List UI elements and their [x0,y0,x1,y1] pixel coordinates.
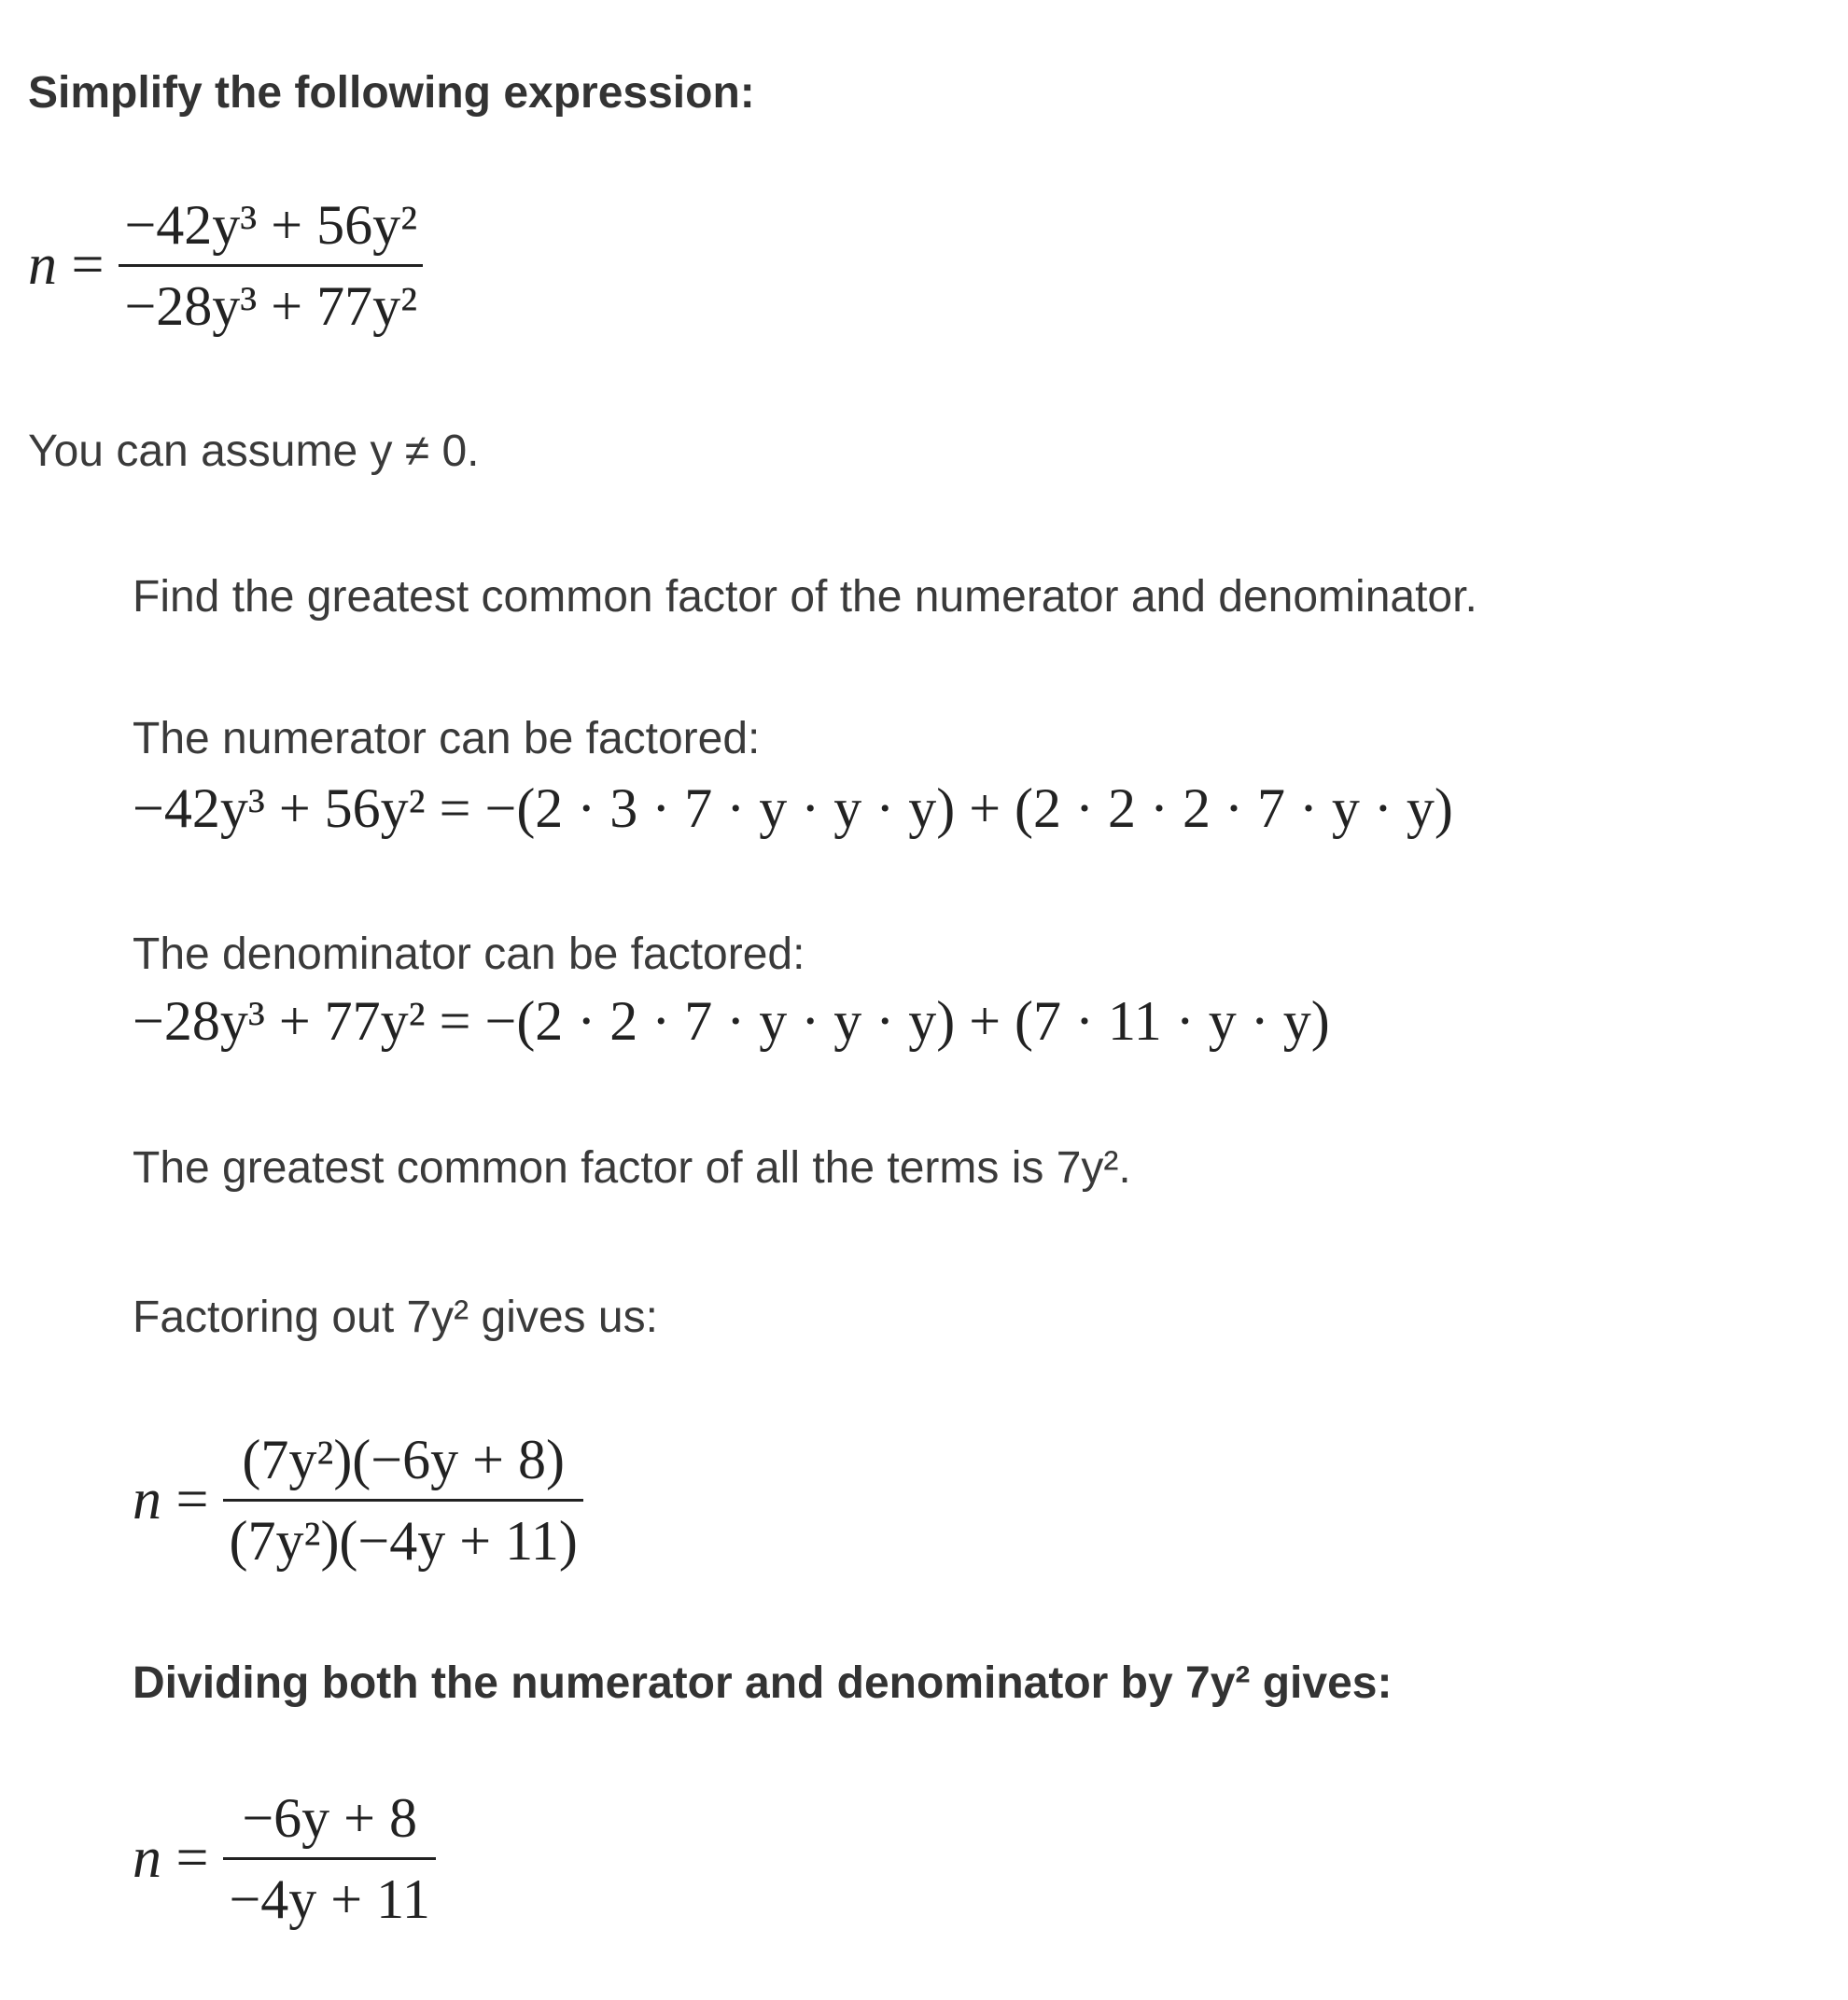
factored-lhs: n = [133,1468,209,1531]
original-fraction [119,191,423,340]
numerator-label: The numerator can be factored: [133,714,761,763]
original-expression [28,191,423,340]
original-numerator: −42y³ + 56y² [124,194,418,256]
factored-numerator: (7y²)(−6y + 8) [242,1429,565,1490]
factored-fraction [223,1426,582,1574]
step-find-gcf: Find the greatest common factor of the numerator and denominator. [133,572,1477,622]
fraction-bar [119,264,423,267]
expression-lhs: n = [28,233,105,297]
numerator-factored: −42y³ + 56y² = −(2 · 3 · 7 · y · y · y) + (2 · 2 · 2 · 7 · y · y) [133,777,1453,839]
factored-expression [133,1426,583,1574]
result-fraction [223,1784,435,1933]
original-denominator: −28y³ + 77y² [124,275,418,337]
denominator-label: The denominator can be factored: [133,930,805,979]
result-numerator: −6y + 8 [242,1787,418,1849]
factoring-out-text: Factoring out 7y² gives us: [133,1293,658,1342]
result-denominator: −4y + 11 [229,1868,430,1930]
denominator-factored: −28y³ + 77y² = −(2 · 2 · 7 · y · y · y) + (7 · 11 · y · y) [133,990,1330,1052]
result-expression [133,1784,436,1933]
problem-instruction: Simplify the following expression: [28,68,755,118]
result-lhs: n = [133,1826,209,1890]
dividing-text: Dividing both the numerator and denominator by 7y² gives: [133,1658,1393,1708]
assumption-text: You can assume y ≠ 0. [28,427,480,476]
gcf-statement: The greatest common factor of all the terms is 7y². [133,1143,1131,1193]
factored-denominator: (7y²)(−4y + 11) [229,1510,578,1572]
fraction-bar [223,1499,582,1502]
fraction-bar [223,1857,435,1860]
